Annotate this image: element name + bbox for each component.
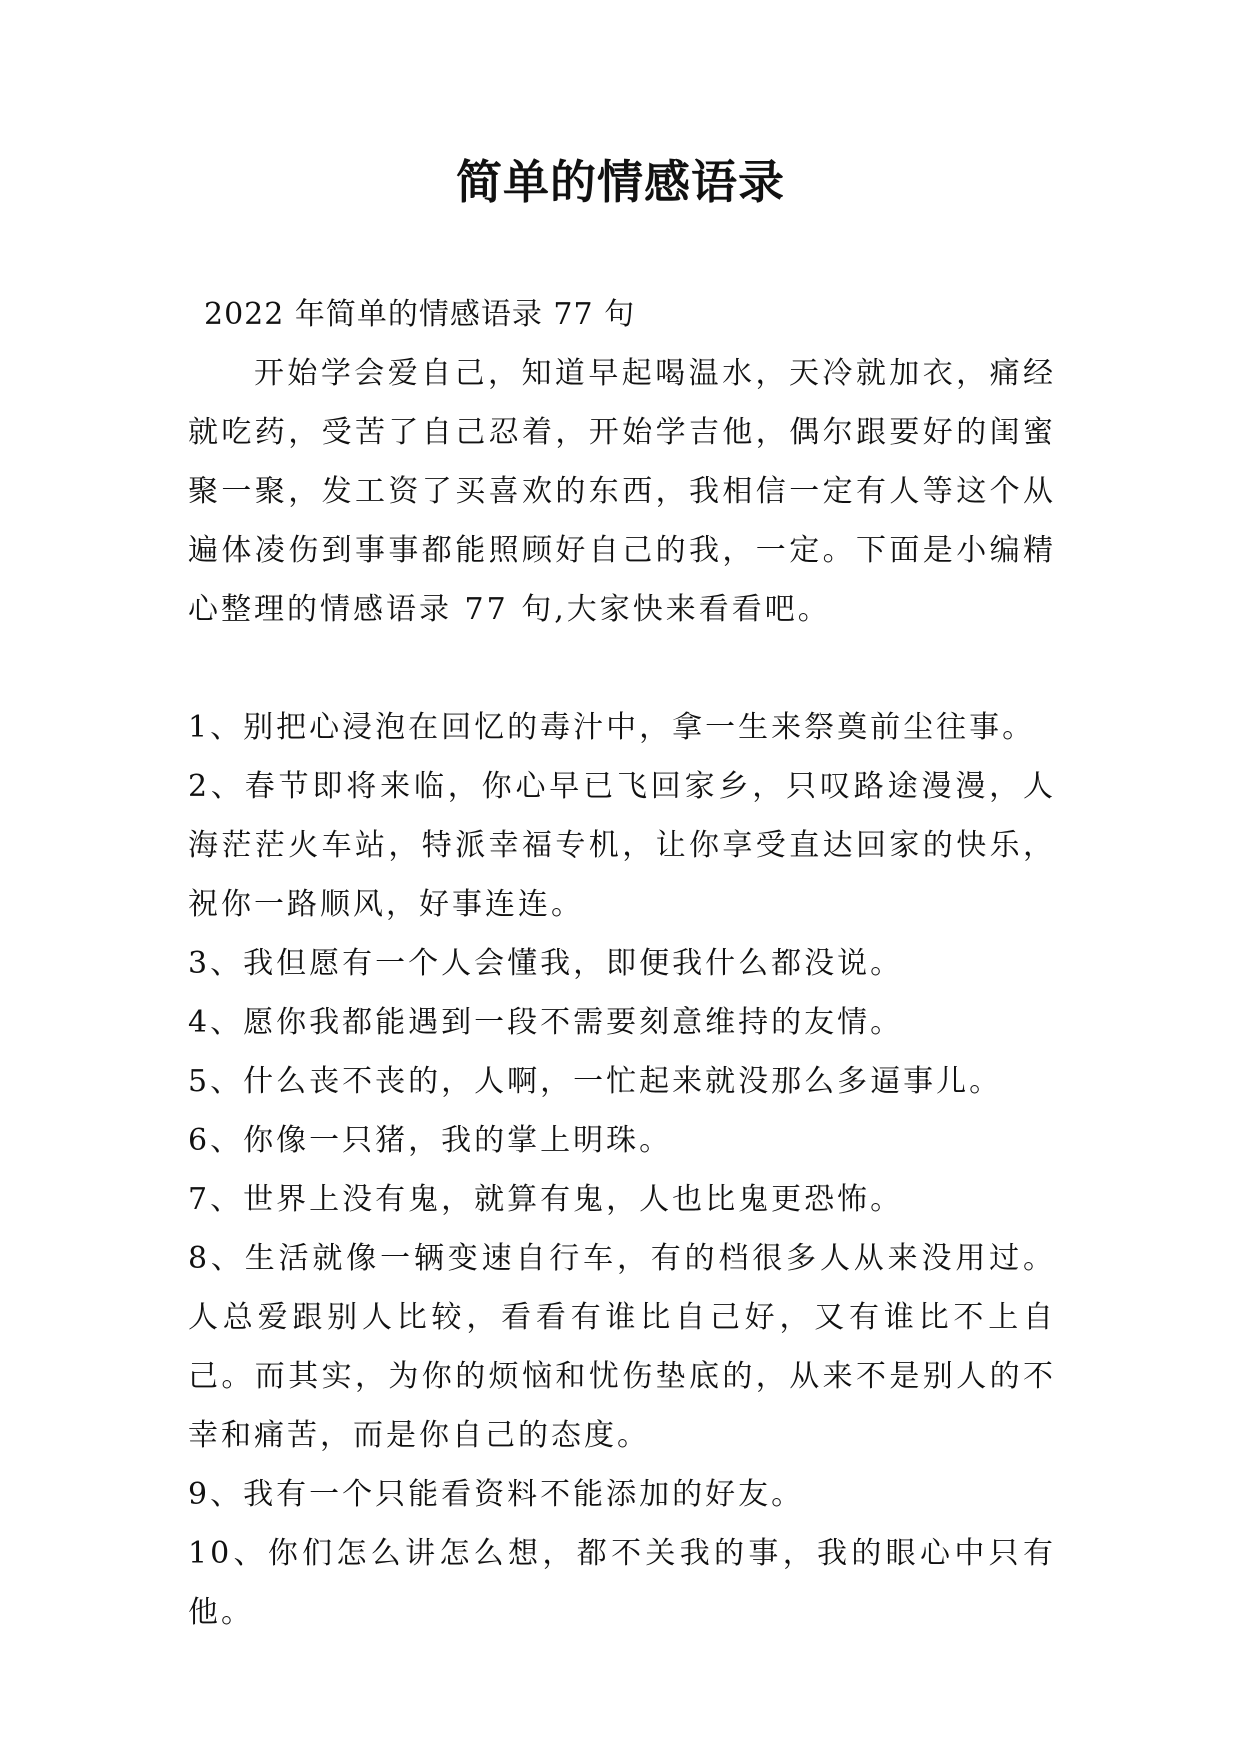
quote-item-6: 6、你像一只猪，我的掌上明珠。 [188, 1123, 673, 1158]
document-body [188, 285, 1056, 1642]
quote-item-10: 10、你们怎么讲怎么想，都不关我的事，我的眼心中只有他。 [188, 1536, 1056, 1630]
quote-item-8: 8、生活就像一辆变速自行车，有的档很多人从来没用过。人总爱跟别人比较，看看有谁比自己好，又有谁比不上自己。而其实，为你的烦恼和忧伤垫底的，从来不是别人的不幸和痛苦，而是你自己的态度。 [188, 1241, 1056, 1453]
quote-item-1: 1、别把心浸泡在回忆的毒汁中，拿一生来祭奠前尘往事。 [188, 710, 1036, 745]
quote-item-2: 2、春节即将来临，你心早已飞回家乡，只叹路途漫漫，人海茫茫火车站，特派幸福专机，让你享受直达回家的快乐，祝你一路顺风，好事连连。 [188, 769, 1056, 922]
quote-item-5: 5、什么丧不丧的，人啊，一忙起来就没那么多逼事儿。 [188, 1064, 1003, 1099]
quote-item-9: 9、我有一个只能看资料不能添加的好友。 [188, 1477, 805, 1512]
document-title: 简单的情感语录 [456, 155, 785, 209]
intro-paragraph: 开始学会爱自己，知道早起喝温水，天冷就加衣，痛经就吃药，受苦了自己忍着，开始学吉他，偶尔跟要好的闺蜜聚一聚，发工资了买喜欢的东西，我相信一定有人等这个从遍体凌伤到事事都能照顾好自己的我，一定。下面是小编精心整理的情感语录 77 句,大家快来看看吧。 [188, 356, 1056, 627]
paragraph-spacer [188, 639, 1056, 698]
quote-item-7: 7、世界上没有鬼，就算有鬼，人也比鬼更恐怖。 [188, 1182, 904, 1217]
document-subtitle: 2022 年简单的情感语录 77 句 [204, 297, 636, 332]
quote-list [188, 698, 1056, 1642]
quote-item-4: 4、愿你我都能遇到一段不需要刻意维持的友情。 [188, 1005, 904, 1040]
quote-item-3: 3、我但愿有一个人会懂我，即便我什么都没说。 [188, 946, 904, 981]
